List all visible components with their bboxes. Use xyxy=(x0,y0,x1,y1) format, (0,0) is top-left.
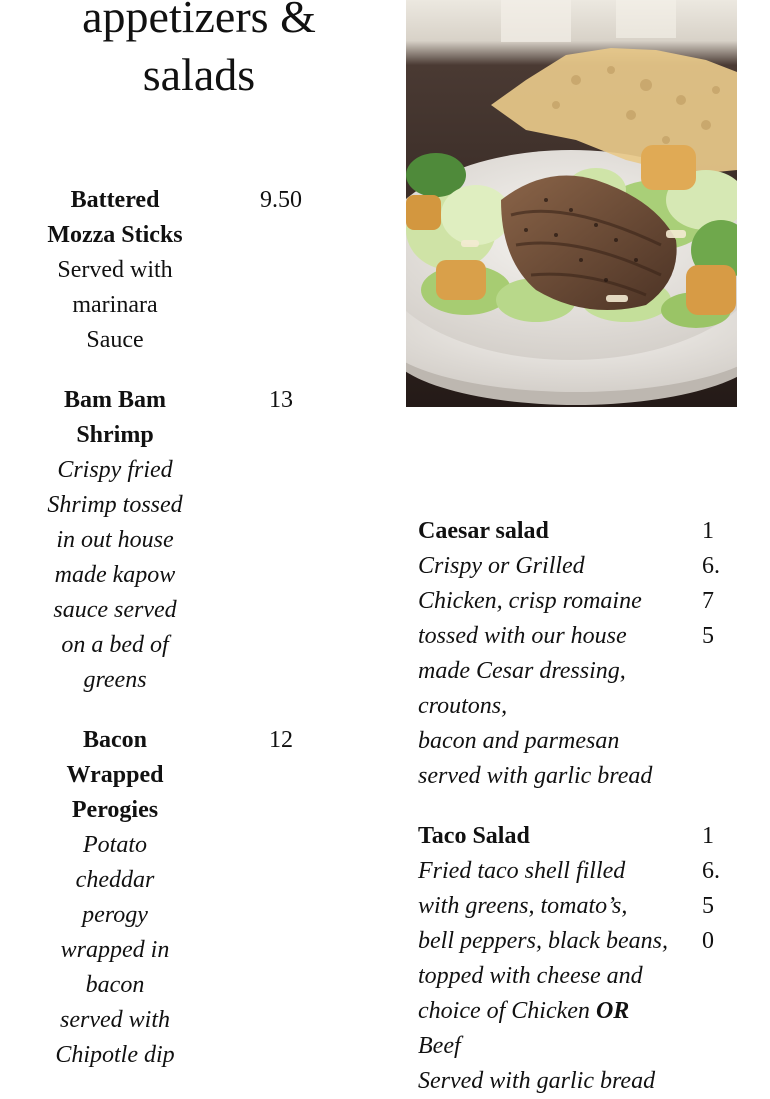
menu-item-desc-line: marinara xyxy=(72,292,158,318)
page-title-line-2: salads xyxy=(142,49,256,100)
menu-item-desc-line: Shrimp tossed xyxy=(47,492,183,518)
menu-item-price: 13 xyxy=(269,387,293,413)
menu-item-desc-choice-line xyxy=(418,994,693,1029)
price-line: 5 xyxy=(702,893,714,919)
menu-item-desc-line: on a bed of xyxy=(61,632,169,658)
menu-item-desc-line: Potato xyxy=(83,832,147,858)
menu-item-desc-line: perogy xyxy=(82,902,148,928)
page-title xyxy=(40,0,358,104)
menu-item-desc-line: served with xyxy=(60,1007,170,1033)
price-line: 1 xyxy=(702,823,714,849)
menu-item-desc-line: served with garlic bread xyxy=(418,763,653,789)
menu-item-price: 9.50 xyxy=(260,187,302,213)
menu-item-taco-salad xyxy=(418,819,693,1099)
price-line: 1 xyxy=(702,518,714,544)
caesar-salad-photo xyxy=(406,0,737,407)
menu-item-desc-line: bacon xyxy=(85,972,145,998)
menu-item-name: Caesar salad xyxy=(418,518,549,544)
menu-item-desc-line: in out house xyxy=(56,527,174,553)
price-line: 7 xyxy=(702,588,714,614)
menu-item-name-line: Mozza Sticks xyxy=(47,222,183,248)
price-line: 0 xyxy=(702,928,714,954)
menu-item-desc-line: topped with cheese and xyxy=(418,963,643,989)
menu-item-desc-line: bell peppers, black beans, xyxy=(418,928,668,954)
menu-item-name-line: Wrapped xyxy=(66,762,164,788)
menu-item-desc-line: tossed with our house xyxy=(418,623,627,649)
menu-item-name-line: Bacon xyxy=(82,727,147,753)
menu-item-name-line: Bam Bam xyxy=(64,387,166,413)
menu-item-desc-line: Beef xyxy=(418,1033,461,1059)
price-line: 6. xyxy=(702,858,720,884)
menu-item-desc-line: Served with garlic bread xyxy=(418,1068,656,1094)
menu-item-desc-line: Crispy or Grilled xyxy=(418,553,585,579)
menu-item-desc-line: made Cesar dressing, xyxy=(418,658,626,684)
menu-item-desc-line: greens xyxy=(83,667,147,693)
menu-item-desc-line: Chipotle dip xyxy=(55,1042,175,1068)
menu-item-desc-line: cheddar xyxy=(75,867,155,893)
menu-item-name-line: Perogies xyxy=(71,797,159,823)
menu-item-desc-line: croutons, xyxy=(418,693,508,719)
menu-item-desc-line: bacon and parmesan xyxy=(418,728,620,754)
choice-emphasis: OR xyxy=(595,998,630,1024)
menu-item-caesar-salad xyxy=(418,514,693,794)
menu-item-name-line: Shrimp xyxy=(76,422,154,448)
menu-item-name: Taco Salad xyxy=(418,823,530,849)
menu-item-desc-line: wrapped in xyxy=(60,937,170,963)
menu-item-desc-line: Crispy fried xyxy=(57,457,173,483)
menu-item-price xyxy=(702,514,726,654)
menu-item-mozza-sticks xyxy=(40,183,190,358)
menu-item-desc-line: Chicken, crisp romaine xyxy=(418,588,642,614)
menu-item-name-line: Battered xyxy=(70,187,160,213)
price-line: 6. xyxy=(702,553,720,579)
menu-item-price: 12 xyxy=(269,727,293,753)
menu-item-desc-line: made kapow xyxy=(54,562,176,588)
menu-item-bacon-wrapped-perogies xyxy=(40,723,190,1073)
menu-item-desc-line: with greens, tomato’s, xyxy=(418,893,628,919)
menu-item-bam-bam-shrimp xyxy=(40,383,190,698)
menu-item-desc-line: Served with xyxy=(57,257,173,283)
page-title-line-1: appetizers & xyxy=(82,0,316,42)
menu-item-desc-line: Fried taco shell filled xyxy=(418,858,626,884)
menu-item-desc-line: Sauce xyxy=(86,327,144,353)
menu-item-price xyxy=(702,819,726,959)
choice-prefix: choice of Chicken xyxy=(418,998,596,1024)
price-line: 5 xyxy=(702,623,714,649)
menu-item-desc-line: sauce served xyxy=(53,597,177,623)
